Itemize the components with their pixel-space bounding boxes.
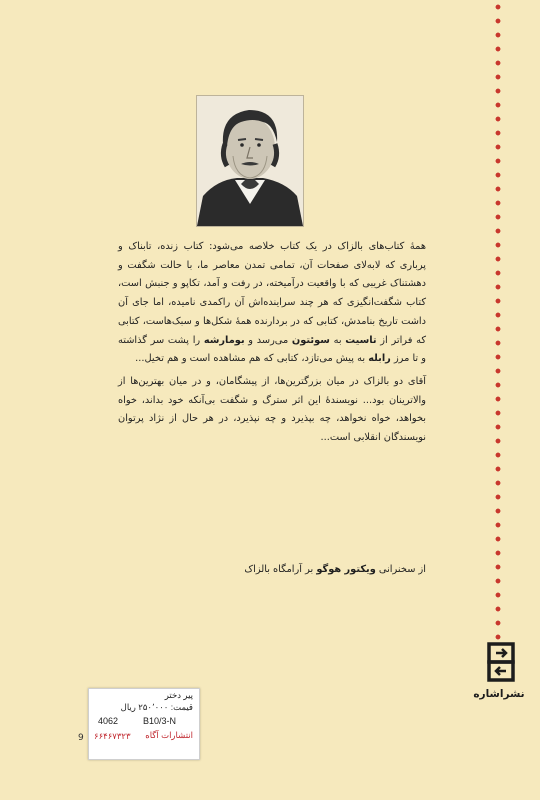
sticker-seller: انتشارات آگاه <box>145 730 193 740</box>
quote-source: از سخنرانی ویکتور هوگو بر آرامگاه بالزاک <box>244 564 426 575</box>
price-sticker <box>88 688 200 760</box>
name-suetonius: سوئتون <box>291 334 330 346</box>
name-rabelais: رابله <box>368 353 391 365</box>
publisher-name: نشراشاره <box>473 688 525 700</box>
sticker-book-title: پیر دختر <box>164 690 193 700</box>
blurb-paragraph-2: آقای دو بالزاک در میان بزرگترین‌ها، از پیشگامان، و در میان بهترین‌ها از والاترینان بود... نویسندهٔ این اثر سترگ و شگفت بی‌آنکه خود بداند، خواه بخواهد، خواه نخواهد، چه بپذیرد و چه نپذیرد، در هر حال از نژاد پرتوان نویسندگان انقلابی است... <box>118 375 426 444</box>
name-tacitus: تاسیت <box>345 334 377 346</box>
name-beaumarchais: بومارشه <box>203 334 245 346</box>
back-cover-blurb <box>118 238 426 452</box>
sticker-price: قیمت: ۲۵۰٬۰۰۰ ریال <box>120 702 193 712</box>
sticker-phone: ۶۶۴۶۷۳۲۳ <box>94 731 131 741</box>
edge-mark: 9 <box>78 733 84 743</box>
sticker-code-2: B10/3-N <box>143 716 177 726</box>
author-portrait <box>196 95 304 227</box>
name-victor-hugo: ویکتور هوگو <box>316 564 376 575</box>
blurb-paragraph-1: همهٔ کتاب‌های بالزاک در یک کتاب خلاصه می‌شود: کتاب زنده، تابناک و پرباری که لابه‌لای صفحات آن، تمامی تمدن معاصر ما، با حالت شگفت و دهشتناک غریبی که با واقعیت درآمیخته، در رفت و آمد، تکاپو و جنبش است، کتاب شگفت‌انگیزی که هر چند سراینده‌اش آن راکمدی نامیده، اما جای آن داشت تاریخ بنامدش، کتابی که در بردارنده همهٔ شکل‌ها و سبک‌هاست، کتابی که فراتر از تاسیت به سوئتون می‌رسد و بومارشه را پشت سر گذاشته و تا مرز رابله به پیش می‌تازد، کتابی که هم مشاهده است و هم تخیل... <box>118 241 426 365</box>
decorative-dot-strip <box>492 0 504 640</box>
sticker-code-1: 4062 <box>98 716 119 726</box>
portrait-engraving <box>197 96 303 226</box>
